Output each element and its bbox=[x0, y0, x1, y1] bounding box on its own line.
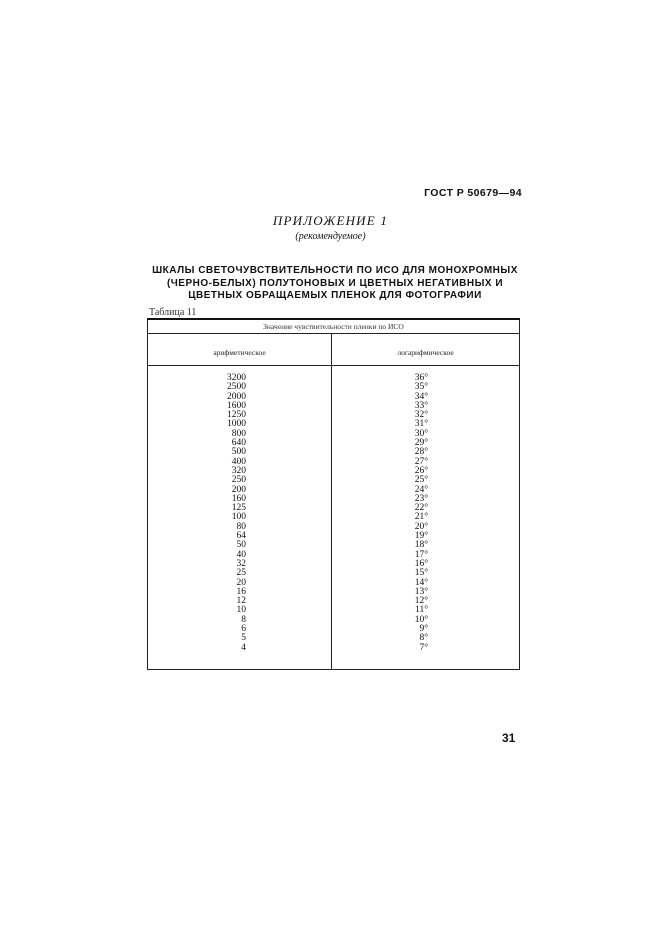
arithmetic-value-cell: 400 bbox=[231, 456, 246, 467]
logarithmic-value-cell: 36° bbox=[414, 373, 428, 383]
logarithmic-value-cell: 11° bbox=[415, 605, 428, 616]
group-header: Значение чувствительности пленки по ИСО bbox=[263, 322, 404, 331]
arithmetic-value-cell: 80 bbox=[236, 521, 246, 532]
logarithmic-value-cell: 12° bbox=[414, 596, 428, 607]
appendix-note: (рекомендуемое) bbox=[295, 231, 366, 242]
column-header-logarithmic: логарифмическое bbox=[397, 348, 454, 357]
group-header-divider bbox=[148, 333, 519, 334]
logarithmic-value-cell: 10° bbox=[414, 614, 428, 625]
arithmetic-value-cell: 3200 bbox=[227, 373, 246, 383]
arithmetic-value-cell: 50 bbox=[236, 540, 246, 551]
arithmetic-value-cell: 12 bbox=[236, 596, 246, 607]
arithmetic-value-cell: 100 bbox=[231, 512, 246, 523]
logarithmic-value-cell: 24° bbox=[414, 484, 428, 495]
arithmetic-value-cell: 8 bbox=[241, 614, 246, 625]
table-label: Таблица 11 bbox=[149, 307, 197, 318]
logarithmic-value-cell: 34° bbox=[414, 391, 428, 402]
logarithmic-value-cell: 21° bbox=[414, 512, 428, 523]
arithmetic-value-cell: 200 bbox=[231, 484, 246, 495]
main-title-line-2: (ЧЕРНО-БЕЛЫХ) ПОЛУТОНОВЫХ И ЦВЕТНЫХ НЕГАТИВНЫХ И bbox=[166, 277, 504, 289]
logarithmic-value-cell: 7° bbox=[419, 642, 428, 653]
logarithmic-value-cell: 29° bbox=[414, 438, 428, 449]
logarithmic-value-cell: 30° bbox=[414, 428, 428, 439]
appendix-title: ПРИЛОЖЕНИЕ 1 bbox=[272, 213, 389, 228]
arithmetic-values-column bbox=[148, 374, 246, 653]
logarithmic-value-cell: 25° bbox=[414, 475, 428, 486]
logarithmic-value-cell: 19° bbox=[414, 531, 428, 542]
main-title-line-3: ЦВЕТНЫХ ОБРАЩАЕМЫХ ПЛЕНОК ДЛЯ ФОТОГРАФИИ bbox=[188, 290, 482, 301]
iso-sensitivity-table bbox=[147, 318, 520, 670]
arithmetic-value-cell: 500 bbox=[231, 447, 246, 458]
logarithmic-value-cell: 20° bbox=[414, 521, 428, 532]
arithmetic-value-cell: 1250 bbox=[227, 410, 246, 421]
arithmetic-value-cell: 640 bbox=[231, 438, 246, 449]
arithmetic-value-cell: 25 bbox=[236, 568, 246, 579]
logarithmic-value-cell: 8° bbox=[419, 633, 428, 644]
logarithmic-value-cell: 13° bbox=[414, 586, 428, 597]
arithmetic-value-cell: 250 bbox=[231, 475, 246, 486]
logarithmic-value-cell: 26° bbox=[414, 465, 428, 476]
arithmetic-value-cell: 20 bbox=[236, 577, 246, 588]
arithmetic-value-cell: 160 bbox=[231, 493, 246, 504]
arithmetic-value-cell: 125 bbox=[231, 503, 246, 514]
arithmetic-value-cell: 2000 bbox=[227, 391, 246, 402]
column-header-arithmetic: арифметическое bbox=[213, 348, 266, 357]
logarithmic-value-cell: 16° bbox=[414, 558, 428, 569]
logarithmic-value-cell: 17° bbox=[414, 549, 428, 560]
logarithmic-value-cell: 32° bbox=[414, 410, 428, 421]
logarithmic-values-column bbox=[332, 374, 428, 653]
page-number: 31 bbox=[502, 731, 516, 745]
logarithmic-value-cell: 9° bbox=[419, 624, 428, 635]
main-title-line-1: ШКАЛЫ СВЕТОЧУВСТВИТЕЛЬНОСТИ ПО ИСО ДЛЯ МОНОХРОМНЫХ bbox=[152, 265, 518, 276]
logarithmic-value-cell: 31° bbox=[414, 419, 428, 430]
logarithmic-value-cell: 22° bbox=[414, 503, 428, 514]
logarithmic-value-cell: 33° bbox=[414, 400, 428, 411]
logarithmic-value-cell: 18° bbox=[414, 540, 428, 551]
arithmetic-value-cell: 5 bbox=[241, 633, 246, 644]
arithmetic-value-cell: 2500 bbox=[227, 382, 246, 393]
arithmetic-value-cell: 16 bbox=[236, 586, 246, 597]
logarithmic-value-cell: 23° bbox=[414, 493, 428, 504]
arithmetic-value-cell: 1600 bbox=[227, 400, 246, 411]
arithmetic-value-cell: 64 bbox=[236, 531, 246, 542]
table-bottom-border bbox=[147, 669, 520, 670]
logarithmic-value-cell: 14° bbox=[414, 577, 428, 588]
arithmetic-value-cell: 40 bbox=[236, 549, 246, 560]
logarithmic-value-cell: 27° bbox=[414, 456, 428, 467]
arithmetic-value-cell: 10 bbox=[236, 605, 246, 616]
header-divider bbox=[148, 365, 519, 366]
main-title bbox=[148, 265, 522, 303]
arithmetic-value-cell: 32 bbox=[236, 558, 246, 569]
logarithmic-value-cell: 15° bbox=[414, 568, 428, 579]
arithmetic-value-cell: 800 bbox=[231, 428, 246, 439]
arithmetic-value-cell: 4 bbox=[241, 642, 246, 653]
arithmetic-value-cell: 320 bbox=[231, 465, 246, 476]
logarithmic-value-cell: 35° bbox=[414, 382, 428, 393]
arithmetic-value-cell: 6 bbox=[241, 624, 246, 635]
logarithmic-value-cell: 28° bbox=[414, 447, 428, 458]
arithmetic-value-cell: 1000 bbox=[227, 419, 246, 430]
document-code: ГОСТ Р 50679—94 bbox=[424, 187, 522, 199]
